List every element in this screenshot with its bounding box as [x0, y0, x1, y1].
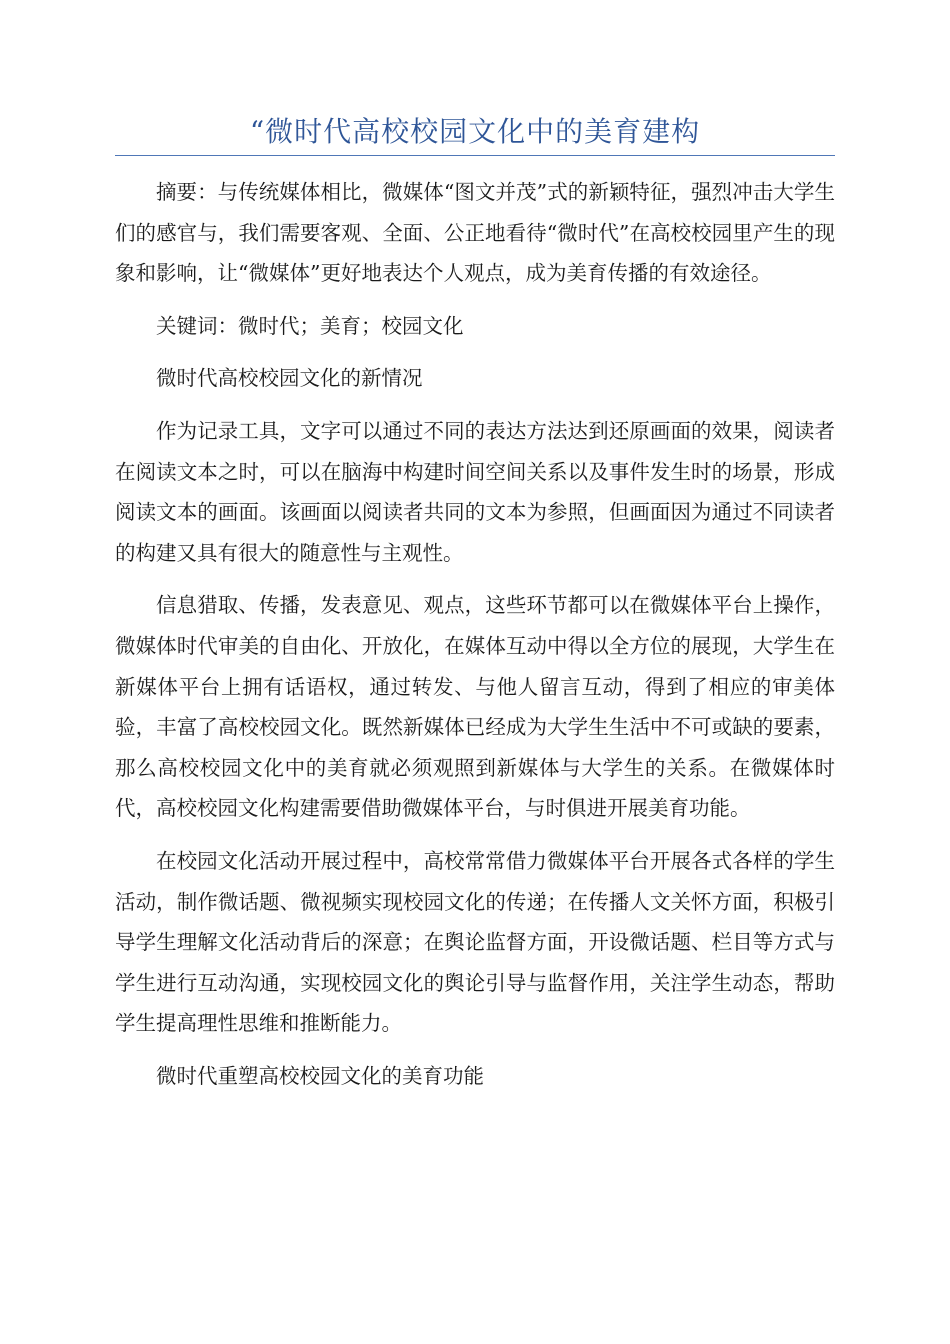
- abstract-paragraph: 摘要：与传统媒体相比，微媒体“图文并茂”式的新颖特征，强烈冲击大学生们的感官与，我们需要客观、全面、公正地看待“微时代”在高校校园里产生的现象和影响，让“微媒体”更好地表达个人观点，成为美育传播的有效途径。: [115, 180, 835, 286]
- document-body: [115, 172, 835, 1108]
- body-paragraph: 信息猎取、传播，发表意见、观点，这些环节都可以在微媒体平台上操作，微媒体时代审美的自由化、开放化，在媒体互动中得以全方位的展现，大学生在新媒体平台上拥有话语权，通过转发、与他人留言互动，得到了相应的审美体验，丰富了高校校园文化。既然新媒体已经成为大学生生活中不可或缺的要素，那么高校校园文化中的美育就必须观照到新媒体与大学生的关系。在微媒体时代，高校校园文化构建需要借助微媒体平台，与时俱进开展美育功能。: [115, 593, 835, 821]
- body-paragraph: 作为记录工具，文字可以通过不同的表达方法达到还原画面的效果，阅读者在阅读文本之时，可以在脑海中构建时间空间关系以及事件发生时的场景，形成阅读文本的画面。该画面以阅读者共同的文本为参照，但画面因为通过不同读者的构建又具有很大的随意性与主观性。: [115, 418, 835, 565]
- body-paragraph: 在校园文化活动开展过程中，高校常常借力微媒体平台开展各式各样的学生活动，制作微话题、微视频实现校园文化的传递；在传播人文关怀方面，积极引导学生理解文化活动背后的深意；在舆论监督方面，开设微话题、栏目等方式与学生进行互动沟通，实现校园文化的舆论引导与监督作用，关注学生动态，帮助学生提高理性思维和推断能力。: [115, 848, 835, 1036]
- keywords-line: 关键词：微时代；美育；校园文化: [156, 313, 464, 338]
- title-underline: [115, 155, 835, 156]
- section-heading-aesthetic-function: 微时代重塑高校校园文化的美育功能: [156, 1063, 484, 1088]
- document-title: “微时代高校校园文化中的美育建构: [249, 115, 701, 148]
- section-heading-new-situation: 微时代高校校园文化的新情况: [156, 366, 423, 391]
